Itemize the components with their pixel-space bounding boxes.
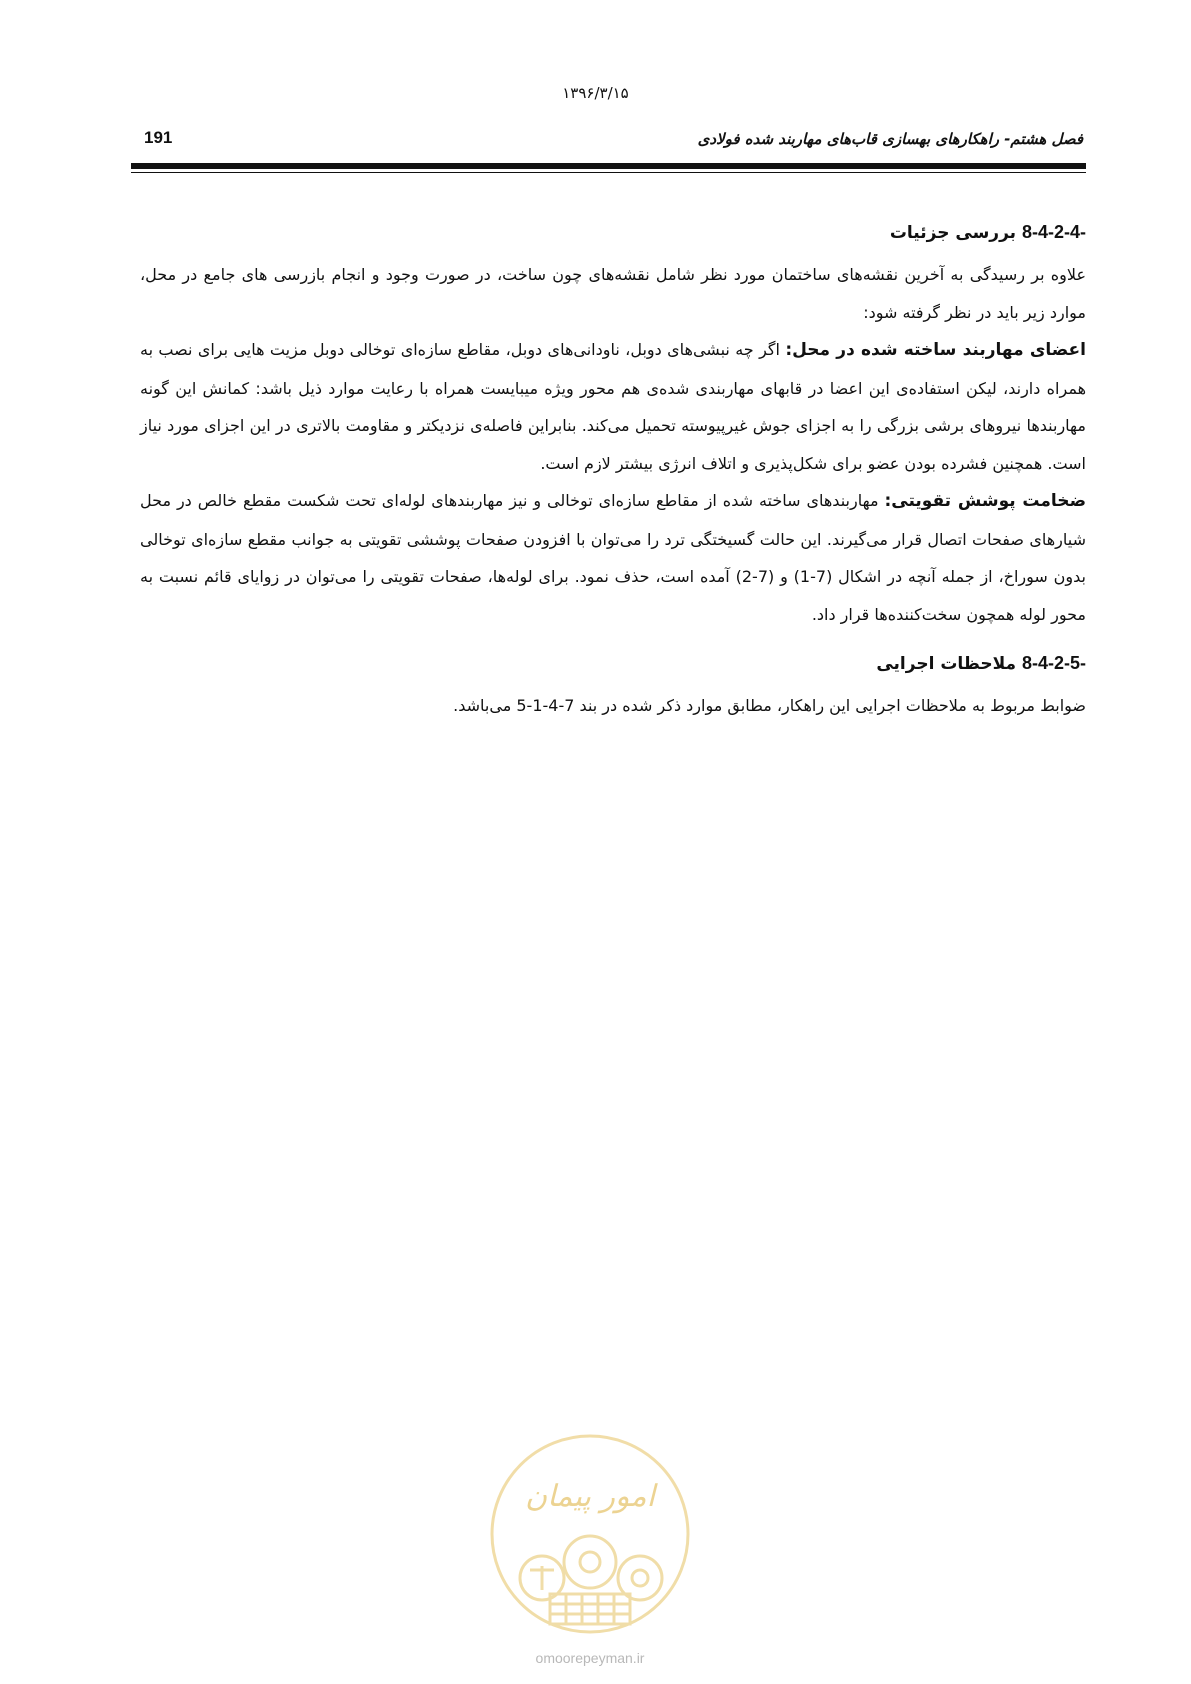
- paragraph-lead: اعضای مهاربند ساخته شده در محل:: [785, 340, 1086, 360]
- paragraph: [140, 256, 1086, 331]
- paragraph-text: علاوه بر رسیدگی به آخرین نقشه‌های ساختمان مورد نظر شامل نقشه‌های چون ساخت، در صورت وجود و انجام بازرسی های جامع در محل، موارد زیر باید در نظر گرفته شود:: [140, 265, 1086, 322]
- paragraph-text: ضوابط مربوط به ملاحظات اجرایی این راهکار، مطابق موارد ذکر شده در بند 7-4-1-5 می‌باشد.: [453, 696, 1086, 715]
- paragraph: [140, 331, 1086, 482]
- chapter-title: فصل هشتم- راهکارهای بهسازی قاب‌های مهاربند شده فولادی: [697, 130, 1083, 148]
- document-date: ۱۳۹۶/۳/۱۵: [562, 84, 629, 102]
- section-number: 8-4-2-4-: [1021, 222, 1086, 242]
- section-heading: [140, 643, 1086, 684]
- section-heading: [140, 212, 1086, 253]
- paragraph: [140, 687, 1086, 725]
- paragraph-lead: ضخامت پوشش تقویتی:: [884, 491, 1086, 511]
- header-rule: [131, 163, 1086, 169]
- paragraph: [140, 482, 1086, 633]
- header-rule-thin: [131, 172, 1086, 173]
- watermark-url: omoorepeyman.ir: [535, 1650, 645, 1666]
- paragraph-text: اگر چه نبشی‌های دوبل، ناودانی‌های دوبل، مقاطع سازه‌ای توخالی دوبل مزیت هایی برای نصب به همراه دارند، لیکن استفاده‌ی این اعضا در قابهای مهاربندی شده‌ی هم محور ویژه میبایست همراه با رعایت موارد ذیل باشد: کمانش این گونه مهاربندها نیروهای برشی بزرگی را به اجزای جوش غیرپیوسته تحمیل می‌کند. بنابراین فاصله‌ی نزدیکتر و مقاومت بالاتری در این اجزای مورد نیاز است. همچنین فشرده بودن عضو برای شکل‌پذیری و اتلاف انرژی بیشتر لازم است.: [140, 340, 1086, 473]
- watermark-seal-icon: [484, 1428, 696, 1640]
- page-number: 191: [144, 128, 173, 147]
- section-title: بررسی جزئیات: [889, 223, 1017, 243]
- section-title: ملاحظات اجرایی: [876, 654, 1017, 674]
- section-number: 8-4-2-5-: [1021, 653, 1086, 673]
- watermark-logo-text: امور پیمان: [525, 1479, 655, 1514]
- body-text: [140, 212, 1086, 725]
- watermark-logo: [484, 1428, 696, 1640]
- paragraph-text: مهاربندهای ساخته شده از مقاطع سازه‌ای توخالی و نیز مهاربندهای لوله‌ای تحت شکست مقطع خالص در محل شیارهای صفحات اتصال قرار می‌گیرند. این حالت گسیختگی ترد را می‌توان با افزودن صفحات پوششی تقویتی به جوانب مقطع سازه‌ای توخالی بدون سوراخ، از جمله آنچه در اشکال (7-1) و (7-2) آمده است، حذف نمود. برای لوله‌ها، صفحات تقویتی را می‌توان در زوایای قائم نسبت به محور لوله همچون سخت‌کننده‌ها قرار داد.: [140, 491, 1086, 624]
